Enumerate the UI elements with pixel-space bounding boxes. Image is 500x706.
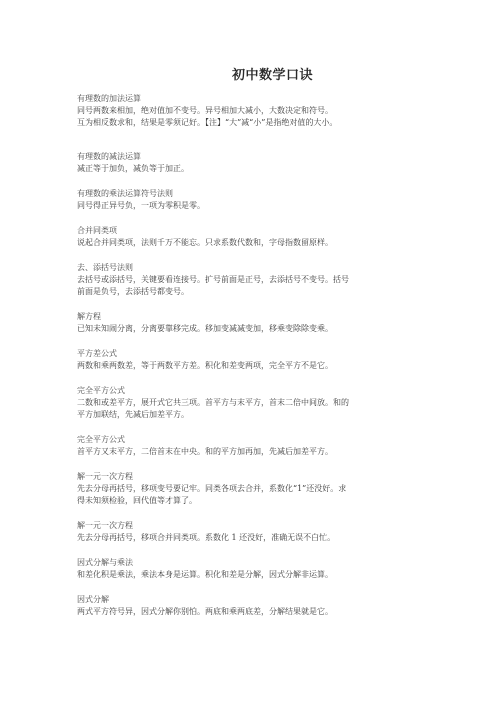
section-line: 互为相反数求和，结果是零须记好。【注】“大”减“小”是指绝对值的大小。 <box>77 118 338 127</box>
section-heading: 解一元一次方程 <box>77 472 133 481</box>
section-subtraction <box>77 151 440 175</box>
section-line: 平方加联结，先减后加差平方。 <box>77 410 189 419</box>
section-line: 说起合并同类项，法则千万不能忘。只求系数代数和，字母指数留原样。 <box>77 238 333 247</box>
section-line: 减正等于加负，减负等于加正。 <box>77 164 189 173</box>
section-linear-equation-2 <box>77 520 440 544</box>
section-heading: 解方程 <box>77 312 101 321</box>
section-factoring <box>77 594 440 618</box>
section-line: 两式平方符号异，因式分解你别怕。两底和乘两底差，分解结果就是它。 <box>77 607 333 616</box>
section-line: 二数和或差平方，展开式它共三项。首平方与末平方，首末二倍中间放。和的 <box>77 398 349 407</box>
section-line: 同号两数来相加，绝对值加不变号。异号相加大减小，大数决定和符号。 <box>77 106 333 115</box>
section-heading: 有理数的加法运算 <box>77 94 141 103</box>
section-line: 得未知须检验，回代值等才算了。 <box>77 496 197 505</box>
section-line: 同号得正异号负，一项为零积是零。 <box>77 201 205 210</box>
section-line: 已知未知闹分离，分离要靠移完成。移加变减减变加，移乘变除除变乘。 <box>77 324 333 333</box>
section-line: 首平方又末平方，二倍首末在中央。和的平方加再加，先减后加差平方。 <box>77 447 333 456</box>
section-heading: 去、添括号法则 <box>77 263 133 272</box>
section-addition <box>77 93 440 129</box>
section-heading: 平方差公式 <box>77 349 117 358</box>
section-heading: 解一元一次方程 <box>77 521 133 530</box>
section-heading: 有理数的减法运算 <box>77 152 141 161</box>
section-difference-of-squares <box>77 348 440 372</box>
section-line: 和差化积是乘法，乘法本身是运算。积化和差是分解，因式分解非运算。 <box>77 570 333 579</box>
section-perfect-square-2 <box>77 434 440 458</box>
section-heading: 完全平方公式 <box>77 435 125 444</box>
section-line: 两数和乘两数差，等于两数平方差。积化和差变两项，完全平方不是它。 <box>77 361 333 370</box>
section-solve-equation <box>77 311 440 335</box>
section-heading: 因式分解与乘法 <box>77 558 133 567</box>
section-heading: 完全平方公式 <box>77 386 125 395</box>
section-line: 去括号或添括号，关键要看连接号。扩号前面是正号，去添括号不变号。括号 <box>77 275 349 284</box>
section-heading: 有理数的乘法运算符号法则 <box>77 189 173 198</box>
section-heading: 因式分解 <box>77 595 109 604</box>
document-title: 初中数学口诀 <box>231 68 313 83</box>
section-linear-equation-1 <box>77 471 440 507</box>
section-brackets <box>77 262 440 298</box>
section-line: 先去分母再括号，移项合并同类项。系数化 1 还没好，准确无误不白忙。 <box>77 533 336 542</box>
section-combine-like-terms <box>77 225 440 249</box>
section-multiplication-sign <box>77 188 440 212</box>
section-line: 先去分母再括号，移项变号要记牢。同类各项去合并，系数化“1”还没好。求 <box>77 484 347 493</box>
section-line: 前面是负号，去添括号都变号。 <box>77 287 189 296</box>
section-perfect-square-1 <box>77 385 440 421</box>
section-heading: 合并同类项 <box>77 226 117 235</box>
section-factoring-and-multiplication <box>77 557 440 581</box>
